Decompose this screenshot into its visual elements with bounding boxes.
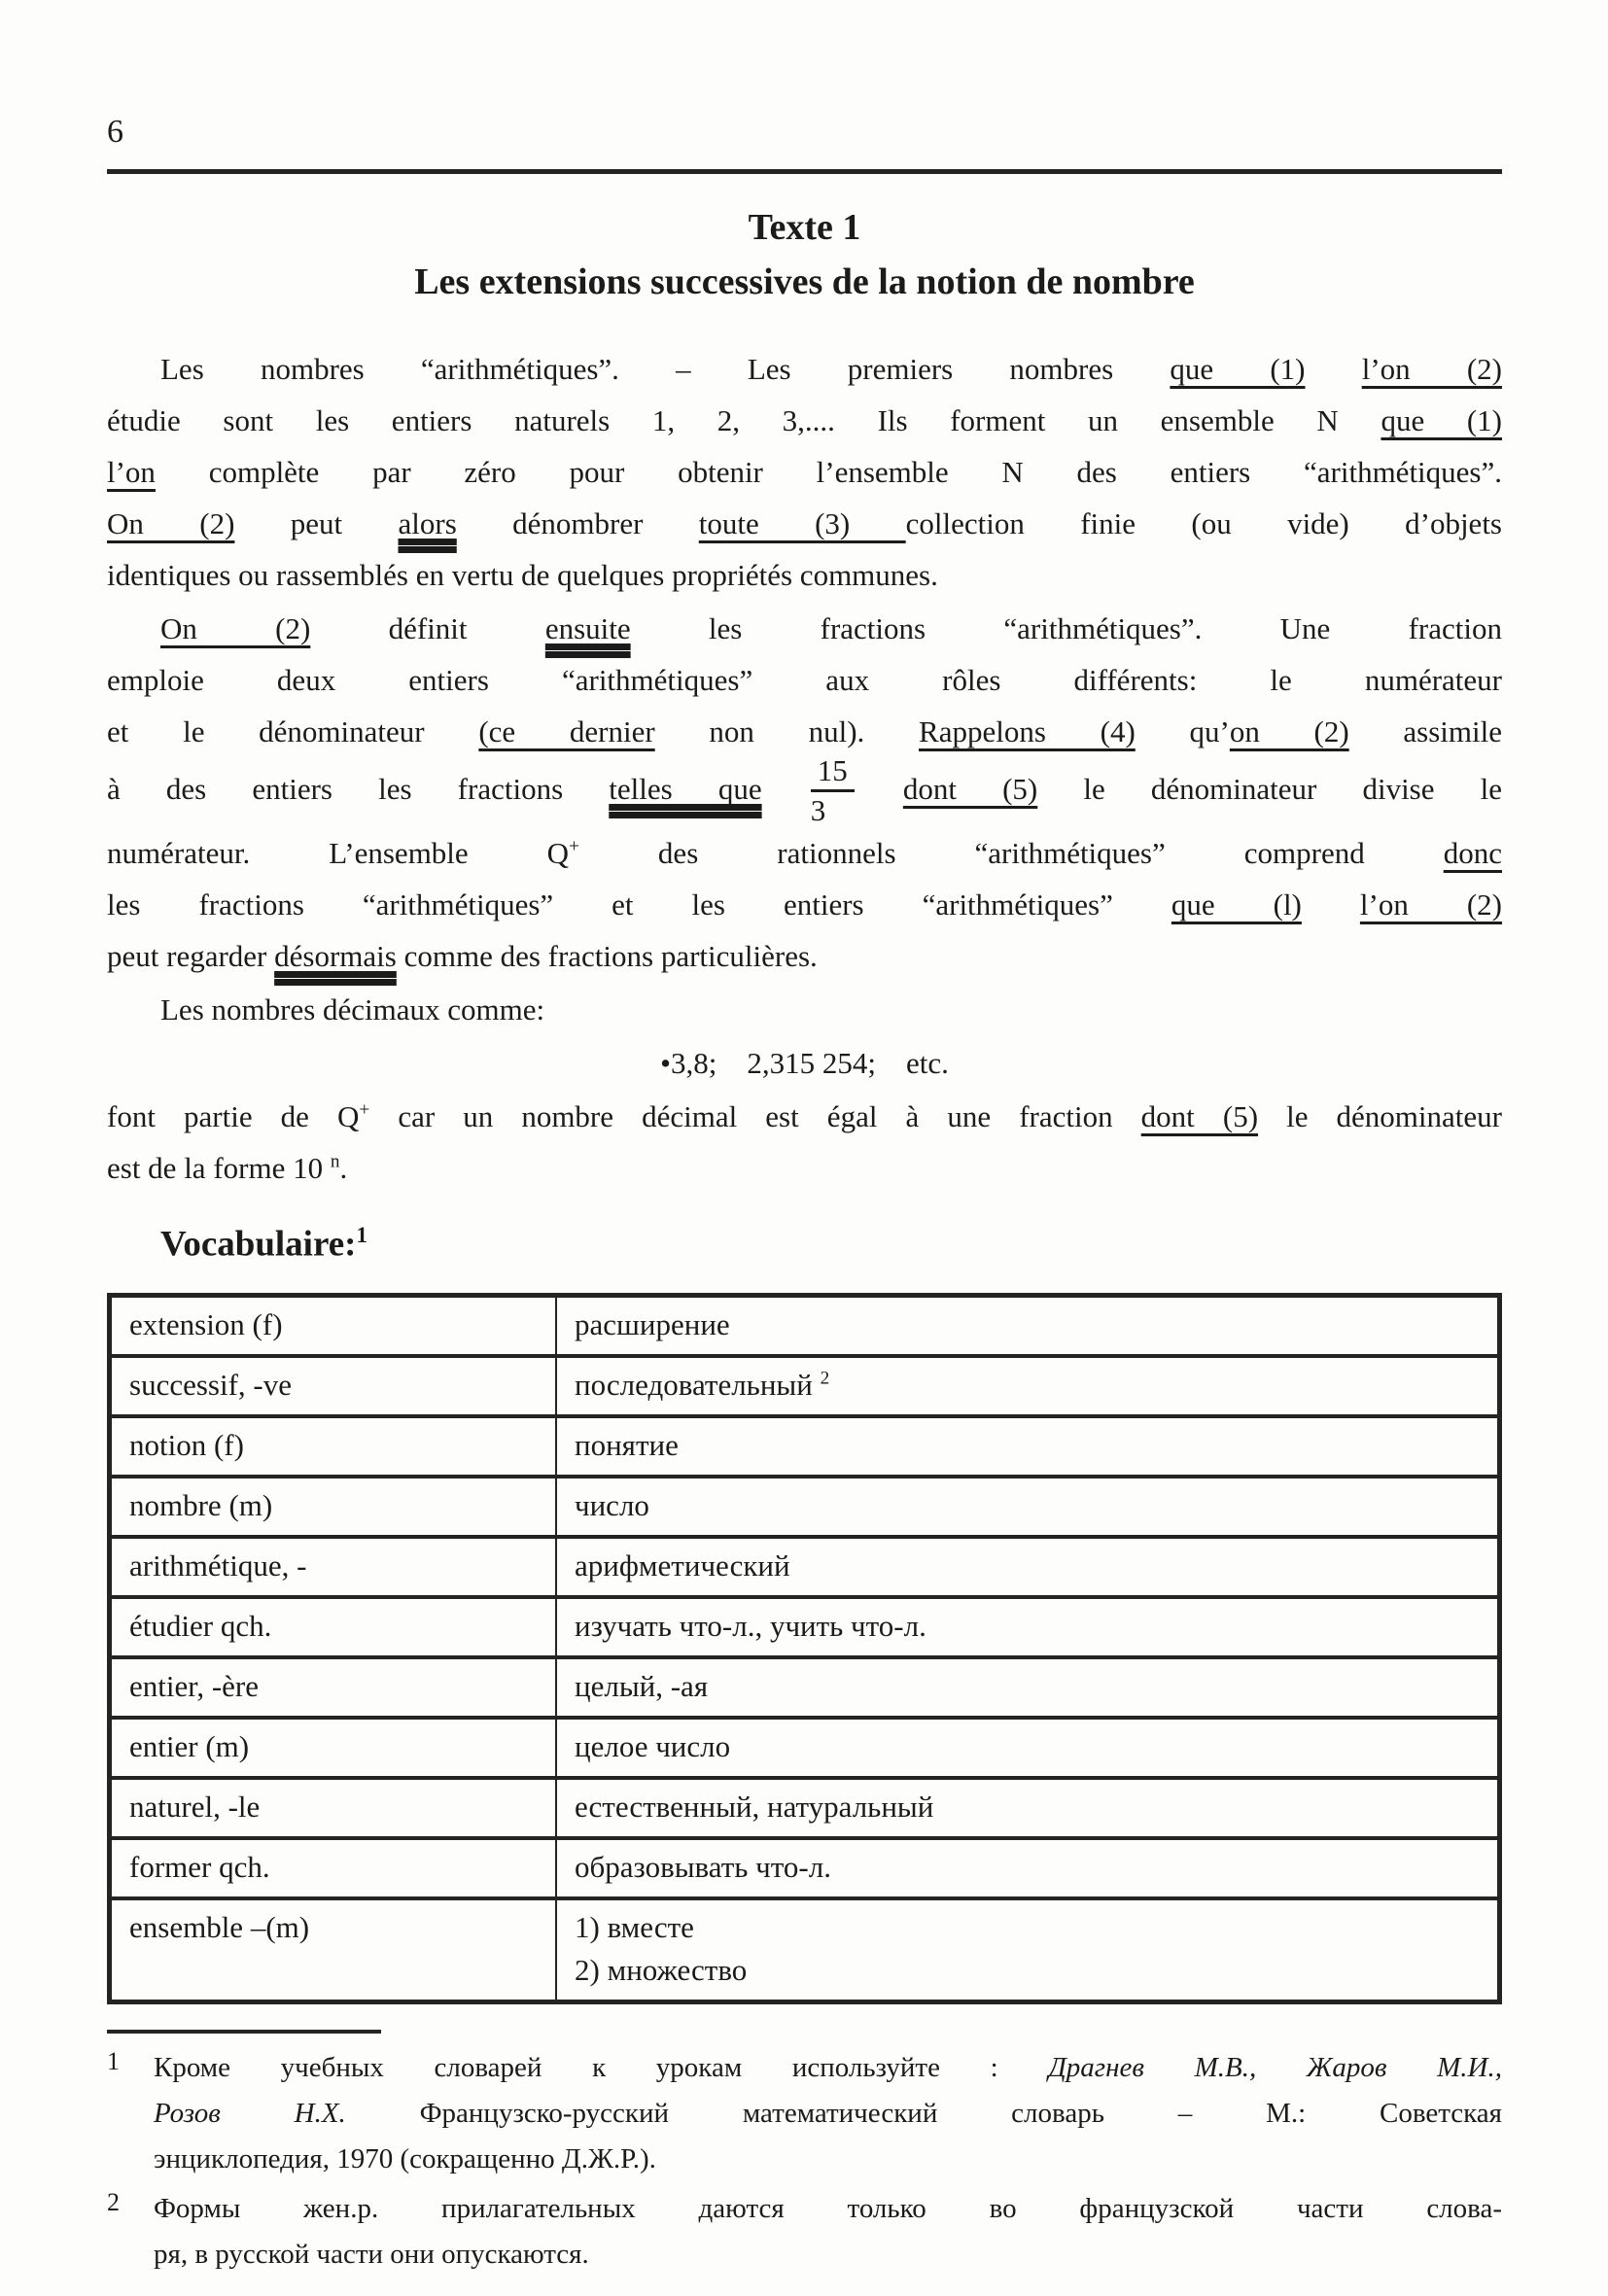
text-line: [129, 1846, 538, 1889]
underlined-term: donc: [1443, 836, 1502, 871]
text-line: [107, 879, 1502, 930]
text-segment: .: [339, 1151, 348, 1186]
vocab-cell-french: [110, 1898, 557, 2002]
text-segment: арифметический: [575, 1548, 790, 1583]
underlined-term: dont (5): [902, 772, 1038, 807]
table-row: [110, 1356, 1500, 1416]
fraction-denominator: 3: [810, 792, 826, 827]
text-segment: •3,8; 2,315 254; etc.: [660, 1046, 949, 1081]
footnote-text: [154, 2186, 1502, 2278]
underlined-term: l’on (2): [1359, 887, 1502, 922]
text-segment: le dénominateur divise le: [1037, 772, 1503, 807]
vocabulary-heading-label: Vocabulaire:: [160, 1224, 357, 1265]
text-segment: définit: [310, 611, 545, 645]
text-line: [107, 706, 1502, 757]
table-row: [110, 1477, 1500, 1537]
vocab-cell-russian: [556, 1477, 1500, 1537]
fraction-numerator: 15: [811, 755, 855, 792]
vocab-cell-russian: [556, 1718, 1500, 1778]
table-row: [110, 1718, 1500, 1778]
text-segment: extension (f): [129, 1306, 283, 1341]
text-segment: [1302, 887, 1360, 922]
table-row: [110, 1898, 1500, 2002]
vocab-cell-french: [110, 1295, 557, 1356]
paragraph-3: [107, 984, 1502, 1035]
text-line: [107, 1091, 1502, 1142]
vocab-cell-french: [110, 1718, 557, 1778]
underlined-term: l’on: [107, 455, 156, 489]
text-line: [107, 654, 1502, 706]
text-segment: successif, -ve: [129, 1367, 292, 1402]
text-line: [129, 1906, 538, 1949]
text-line: [107, 498, 1502, 549]
text-line: [107, 984, 1502, 1035]
vocab-cell-french: [110, 1356, 557, 1416]
text-segment: +: [359, 1099, 370, 1121]
text-segment: notion (f): [129, 1427, 244, 1462]
vocab-cell-russian: [556, 1295, 1500, 1356]
vocab-cell-russian: [556, 1416, 1500, 1477]
table-row: [110, 1537, 1500, 1597]
text-segment: Драгнев М.В., Жаров М.И.,: [1048, 2051, 1502, 2083]
text-line: [129, 1364, 538, 1407]
text-segment: est de la forme 10: [107, 1151, 331, 1186]
vocab-cell-russian: [556, 1898, 1500, 2002]
text-line: [575, 1725, 1480, 1768]
text-segment: nombre (m): [129, 1487, 273, 1522]
text-segment: qu’: [1135, 714, 1230, 748]
text-segment: dénombrer: [456, 506, 699, 540]
footnote-text: [154, 2045, 1502, 2182]
decimal-examples-line: [107, 1037, 1502, 1089]
text-segment: изучать что-л., учить что-л.: [575, 1608, 926, 1643]
underlined-term: toute (3): [698, 506, 906, 540]
text-line: [129, 1605, 538, 1648]
text-segment: car un nombre décimal est égal à une fraction: [369, 1099, 1141, 1134]
text-segment: identiques ou rassemblés en vertu de quelques propriétés communes.: [107, 558, 938, 592]
text-segment: расширение: [575, 1306, 730, 1341]
text-segment: entier, -ère: [129, 1668, 259, 1703]
text-segment: n: [330, 1151, 340, 1172]
underlined-term: dont (5): [1140, 1099, 1259, 1134]
table-row: [110, 1416, 1500, 1477]
vocab-cell-french: [110, 1778, 557, 1838]
text-line: [575, 1484, 1480, 1527]
footnote: [107, 2186, 1502, 2278]
text-segment: peut: [234, 506, 399, 540]
text-line: [107, 1037, 1502, 1089]
text-line: [154, 2137, 1502, 2182]
underlined-term: telles que: [609, 772, 762, 807]
text-segment: Розов Н.Х.: [154, 2097, 346, 2129]
text-line: [107, 827, 1502, 879]
text-line: [107, 603, 1502, 654]
text-segment: les fractions “arithmétiques”. Une fraction: [630, 611, 1502, 645]
text-line: [107, 930, 1502, 982]
vocab-cell-french: [110, 1537, 557, 1597]
underlined-term: désormais: [274, 939, 397, 974]
text-segment: numérateur. L’ensemble Q: [107, 836, 570, 871]
text-line: [575, 1545, 1480, 1587]
text-segment: ря, в русской части они опускаются.: [154, 2238, 589, 2270]
paragraph-1: [107, 343, 1502, 601]
text-line: [575, 1364, 1480, 1407]
text-segment: естественный, натуральный: [575, 1789, 934, 1824]
vocabulary-heading-footnote-ref: 1: [356, 1223, 367, 1248]
text-segment: les fractions “arithmétiques” et les entiers “arithmétiques”: [107, 887, 1171, 922]
text-line: [107, 753, 1503, 827]
vocab-cell-french: [110, 1657, 557, 1718]
underlined-term: On (2): [107, 506, 235, 540]
text-segment: Les nombres décimaux comme:: [160, 992, 545, 1027]
text-segment: non nul).: [654, 714, 920, 748]
vocab-cell-russian: [556, 1657, 1500, 1718]
text-segment: collection finie (ou vide) d’objets: [905, 506, 1502, 540]
vocab-cell-russian: [556, 1537, 1500, 1597]
underlined-term: (ce dernier: [478, 714, 655, 748]
paragraph-4: [107, 1091, 1502, 1194]
text-line: [107, 395, 1502, 446]
body-text: [107, 343, 1502, 1194]
underlined-term: que (1): [1170, 352, 1306, 386]
text-segment: Формы жен.р. прилагательных даются только во французской части слова-: [154, 2192, 1502, 2224]
fraction: [808, 755, 857, 825]
text-line: [575, 1786, 1480, 1828]
underlined-term: On (2): [160, 611, 311, 645]
text-subtitle: Les extensions successives de la notion de nombre: [414, 261, 1195, 302]
text-line: [107, 549, 1502, 601]
text-line: [575, 1906, 1480, 1949]
footnote: [107, 2045, 1502, 2182]
vocab-cell-russian: [556, 1838, 1500, 1898]
text-segment: entier (m): [129, 1728, 250, 1763]
vocab-cell-french: [110, 1477, 557, 1537]
paragraph-2: [107, 603, 1502, 982]
footnote-rule: [107, 2030, 381, 2034]
vocabulary-table-body: [110, 1295, 1500, 2001]
text-segment: 2: [820, 1368, 830, 1389]
footnote-marker: 2: [107, 2187, 120, 2216]
table-row: [110, 1838, 1500, 1898]
text-line: [107, 343, 1502, 395]
vocab-cell-russian: [556, 1356, 1500, 1416]
page-number: 6: [107, 114, 123, 150]
text-line: [129, 1304, 538, 1346]
text-segment: complète par zéro pour obtenir l’ensemble N des entiers “arithmétiques”.: [155, 455, 1502, 489]
text-segment: 2) множество: [575, 1952, 748, 1987]
underlined-term: que (l): [1171, 887, 1302, 922]
text-line: [107, 1142, 1502, 1194]
text-segment: последовательный: [575, 1367, 821, 1402]
text-segment: étudie sont les entiers naturels 1, 2, 3,.... Ils forment un ensemble N: [107, 403, 1381, 437]
vocab-cell-french: [110, 1597, 557, 1657]
vocab-cell-french: [110, 1838, 557, 1898]
text-line: [154, 2091, 1502, 2137]
title-block: [107, 205, 1502, 304]
text-segment: ensemble –(m): [129, 1909, 310, 1944]
table-row: [110, 1597, 1500, 1657]
underlined-term: alors: [398, 506, 457, 540]
text-segment: Французско-русский математический словарь – М.: Советская: [345, 2097, 1502, 2129]
underlined-term: ensuite: [544, 611, 631, 645]
text-segment: à des entiers les fractions: [107, 772, 610, 807]
text-line: [129, 1484, 538, 1527]
vocab-cell-russian: [556, 1778, 1500, 1838]
underlined-term: l’on (2): [1361, 352, 1502, 386]
table-row: [110, 1295, 1500, 1356]
text-segment: et le dénominateur: [107, 714, 479, 748]
text-line: [575, 1424, 1480, 1467]
table-row: [110, 1778, 1500, 1838]
text-line: [575, 1665, 1480, 1708]
vocabulary-heading: [160, 1223, 1502, 1265]
text-segment: целое число: [575, 1728, 731, 1763]
underlined-term: que (1): [1381, 403, 1502, 437]
text-segment: naturel, -le: [129, 1789, 261, 1824]
text-line: [107, 446, 1502, 498]
text-title: Texte 1: [748, 207, 861, 248]
text-segment: assimile: [1348, 714, 1503, 748]
text-line: [575, 1304, 1480, 1346]
text-line: [129, 1424, 538, 1467]
text-segment: +: [569, 836, 579, 857]
text-line: [129, 1665, 538, 1708]
text-line: [129, 1725, 538, 1768]
text-segment: étudier qch.: [129, 1608, 272, 1643]
text-line: [129, 1786, 538, 1828]
vocab-cell-russian: [556, 1597, 1500, 1657]
text-line: [129, 1545, 538, 1587]
text-line: [154, 2186, 1502, 2232]
underlined-term: on (2): [1229, 714, 1349, 748]
text-segment: энциклопедия, 1970 (сокращенно Д.Ж.Р.).: [154, 2142, 656, 2174]
header-rule: [107, 169, 1502, 174]
text-segment: comme des fractions particulières.: [396, 939, 818, 974]
text-segment: 1) вместе: [575, 1909, 694, 1944]
text-segment: des rationnels “arithmétiques” comprend: [578, 836, 1444, 871]
text-segment: former qch.: [129, 1849, 270, 1884]
text-segment: целый, -ая: [575, 1668, 709, 1703]
text-line: [575, 1605, 1480, 1648]
text-segment: Les nombres “arithmétiques”. – Les premiers nombres: [160, 352, 1171, 386]
footnote-marker: 1: [107, 2046, 120, 2075]
text-segment: arithmétique, -: [129, 1548, 307, 1583]
text-line: [154, 2045, 1502, 2091]
table-row: [110, 1657, 1500, 1718]
text-segment: Кроме учебных словарей к урокам используйте :: [154, 2051, 1049, 2083]
text-segment: [1306, 352, 1362, 386]
text-line: [575, 1949, 1480, 1992]
text-segment: emploie deux entiers “arithmétiques” aux rôles différents: le numérateur: [107, 663, 1502, 697]
footnotes-section: [107, 2045, 1502, 2278]
text-segment: понятие: [575, 1427, 679, 1462]
text-segment: font partie de Q: [107, 1099, 360, 1134]
text-line: [154, 2232, 1502, 2278]
text-segment: le dénominateur: [1258, 1099, 1502, 1134]
vocabulary-table: [107, 1293, 1502, 2004]
underlined-term: Rappelons (4): [919, 714, 1136, 748]
text-segment: peut regarder: [107, 939, 275, 974]
text-segment: [762, 772, 808, 806]
text-segment: [857, 772, 903, 806]
text-line: [575, 1846, 1480, 1889]
text-segment: число: [575, 1487, 649, 1522]
vocab-cell-french: [110, 1416, 557, 1477]
text-segment: образовывать что-л.: [575, 1849, 831, 1884]
